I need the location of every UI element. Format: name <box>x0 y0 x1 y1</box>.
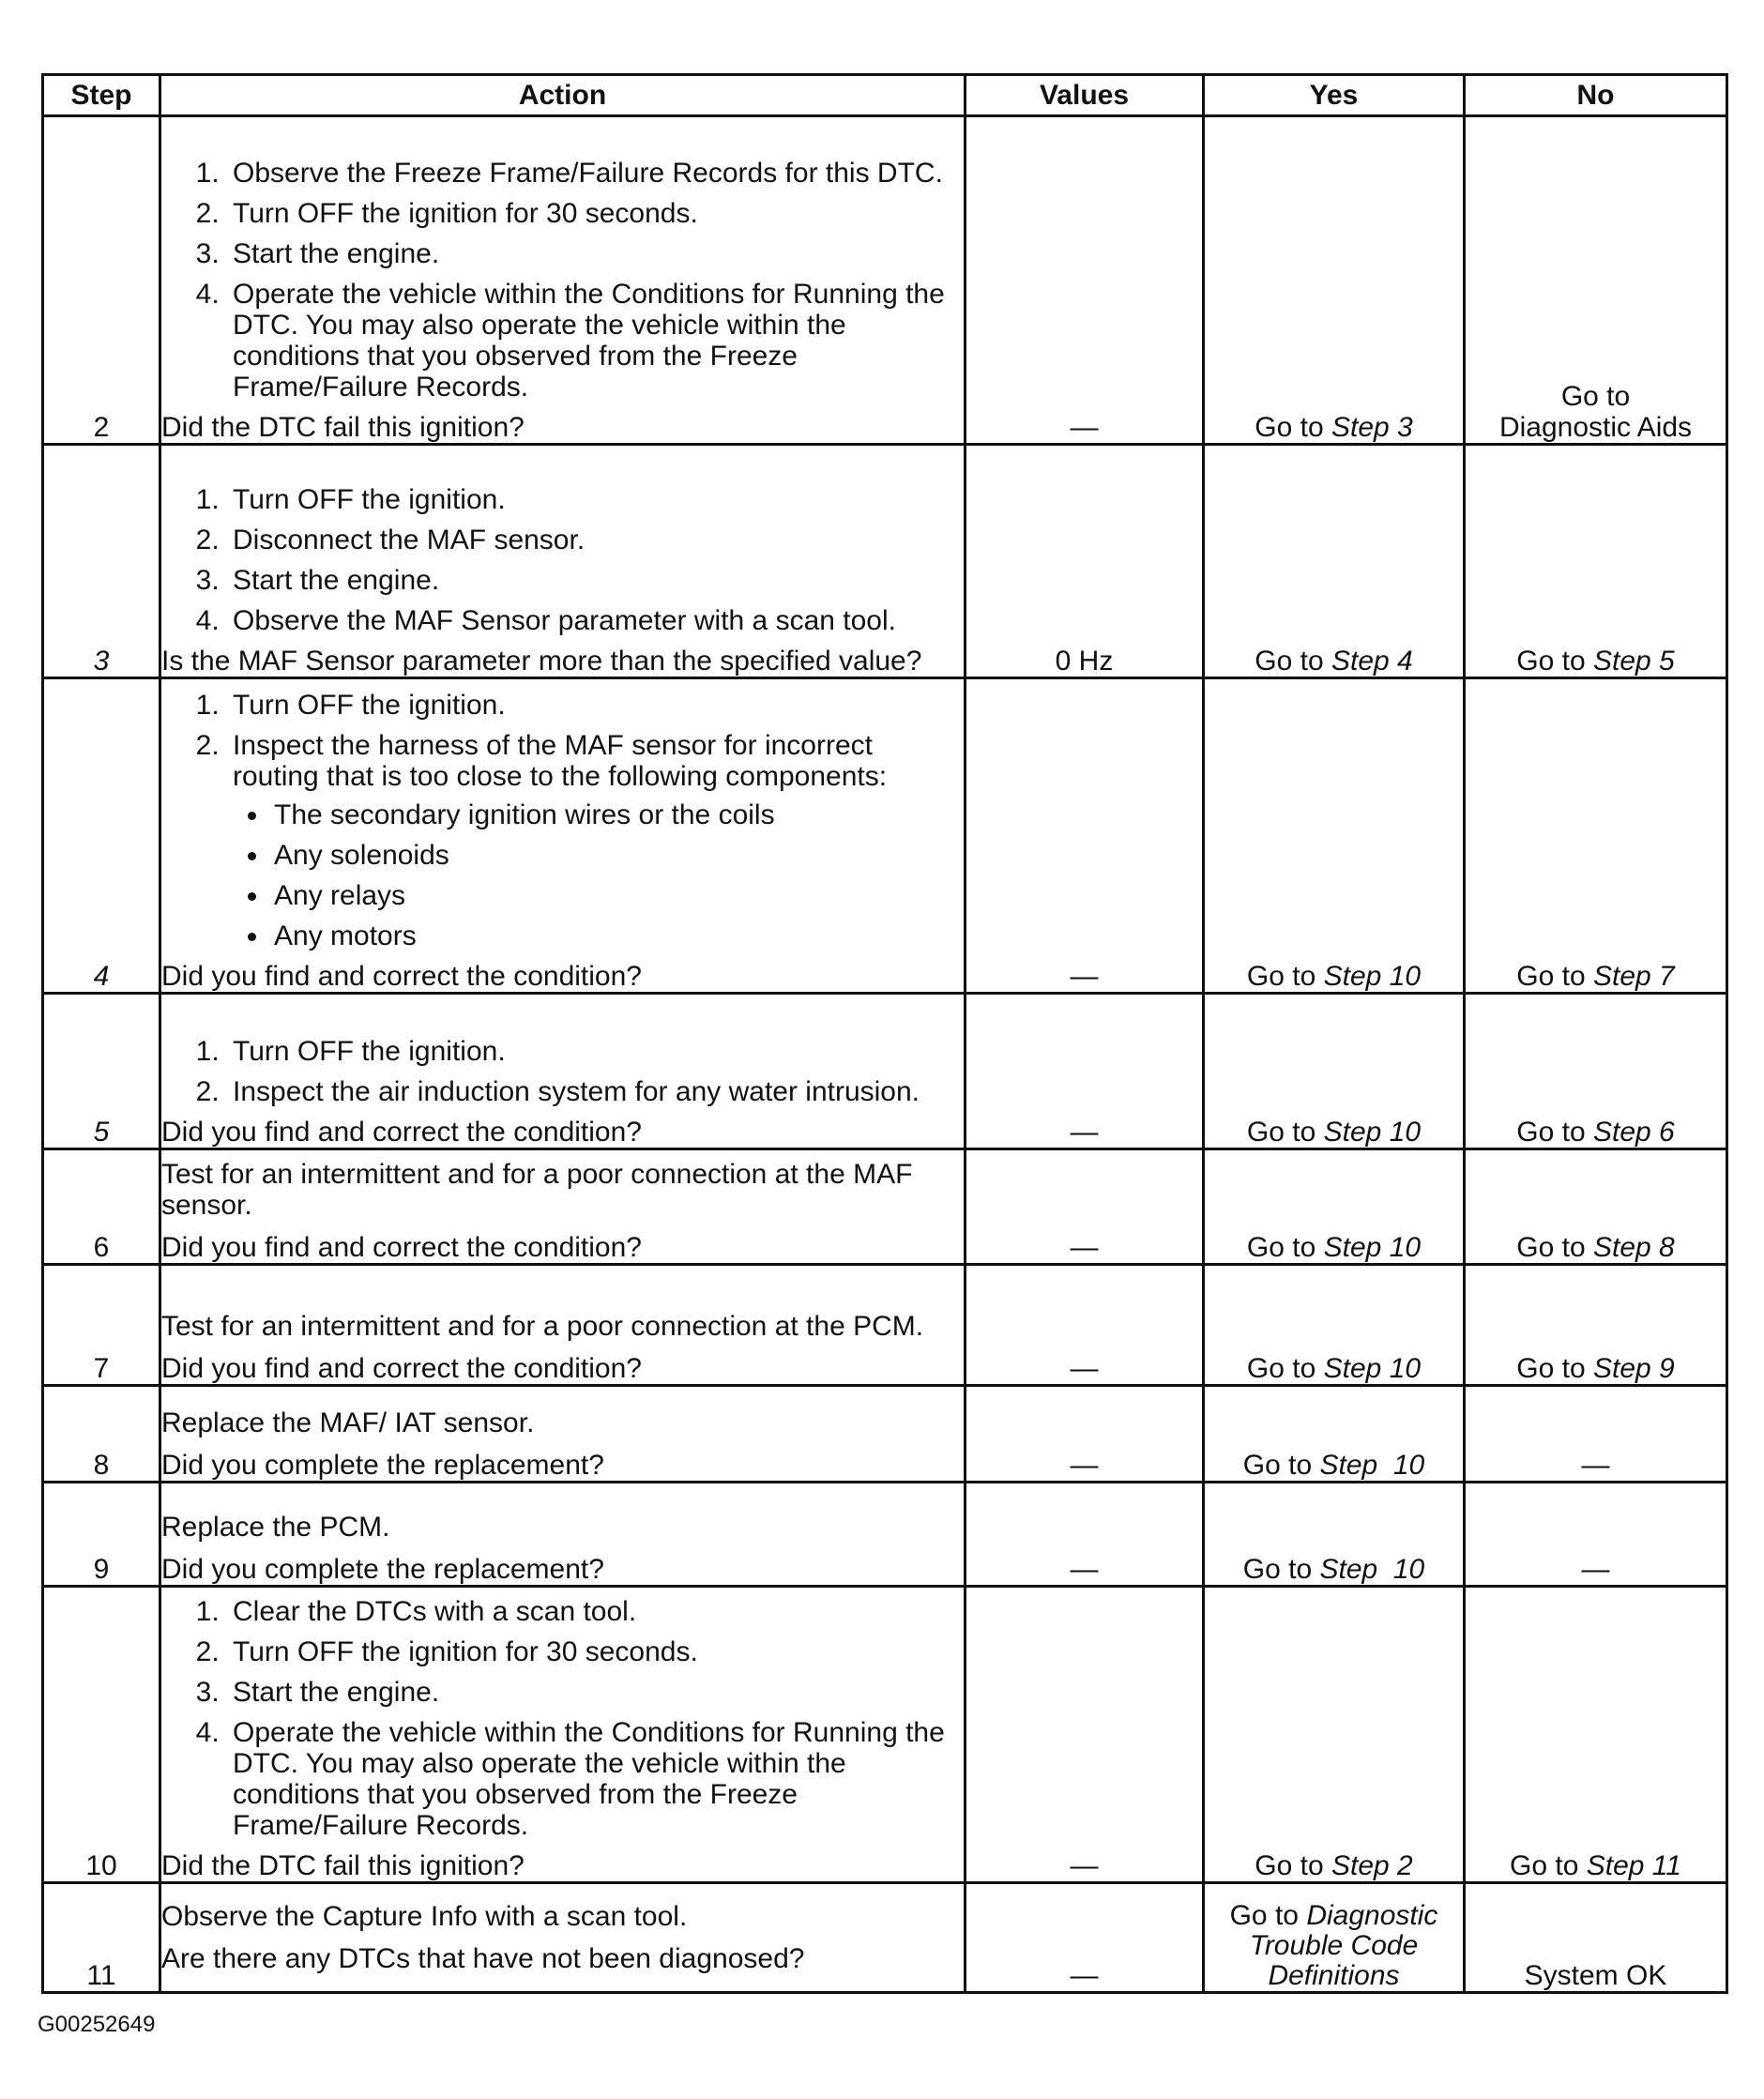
table-row-step-10 <box>43 1587 1727 1883</box>
no-link[interactable]: Step 5 <box>1592 646 1675 677</box>
action-item: 2. Inspect the air induction system for any water intrusion. <box>227 1076 964 1107</box>
no-cell <box>1465 678 1727 994</box>
action-item: 1. Turn OFF the ignition. <box>227 484 964 515</box>
step-number: 3 <box>43 445 160 678</box>
yes-header: Yes <box>1204 75 1465 116</box>
step-number: 4 <box>43 678 160 994</box>
no-link[interactable]: Step 8 <box>1592 1232 1675 1263</box>
table-row-step-3 <box>43 445 1727 678</box>
yes-prefix: Go to <box>1242 1554 1313 1585</box>
component-item: • The secondary ignition wires or the coils <box>270 799 964 830</box>
action-text: Test for an intermittent and for a poor connection at the PCM. <box>161 1311 924 1342</box>
action-item: 2. Turn OFF the ignition for 30 seconds. <box>227 198 964 229</box>
action-item: 3. Start the engine. <box>227 1677 964 1708</box>
action-item-text: Inspect the harness of the MAF sensor for incorrect routing that is too close to the following components: <box>233 730 888 792</box>
no-cell: System OK <box>1465 1883 1727 1993</box>
action-item: 1. Turn OFF the ignition. <box>227 690 964 721</box>
yes-link[interactable]: Step 10 <box>1319 1450 1425 1481</box>
step-number: 10 <box>43 1587 160 1883</box>
yes-link[interactable]: Step 3 <box>1331 412 1413 443</box>
yes-link[interactable]: Step 10 <box>1323 1353 1422 1384</box>
component-item: • Any motors <box>270 920 964 951</box>
yes-cell <box>1204 1149 1465 1265</box>
action-question: Did you find and correct the condition? <box>161 1353 642 1384</box>
table-row-step-2 <box>43 116 1727 445</box>
action-question: Did the DTC fail this ignition? <box>161 1850 525 1881</box>
table-row-step-5 <box>43 994 1727 1149</box>
action-question: Are there any DTCs that have not been diagnosed? <box>161 1943 805 1974</box>
no-link[interactable]: Step 9 <box>1592 1353 1675 1384</box>
no-header: No <box>1465 75 1727 116</box>
value-cell: — <box>966 1386 1204 1483</box>
table-row-step-8 <box>43 1386 1727 1483</box>
no-cell: — <box>1465 1483 1727 1587</box>
yes-link[interactable]: Step 10 <box>1323 1117 1422 1148</box>
action-list <box>161 158 964 403</box>
step-number: 9 <box>43 1483 160 1587</box>
no-cell <box>1465 116 1727 445</box>
diagnostic-table <box>41 73 1728 1994</box>
values-header: Values <box>966 75 1204 116</box>
action-item: 3. Start the engine. <box>227 238 964 269</box>
action-text: Replace the MAF/ IAT sensor. <box>161 1407 535 1438</box>
no-prefix: Go to <box>1510 1850 1579 1881</box>
action-question: Did you find and correct the condition? <box>161 1232 642 1263</box>
action-item: 4. Operate the vehicle within the Conditions for Running the DTC. You may also operate the vehicle within the conditions that you observed from the Freeze Frame/Failure Records. <box>227 1717 964 1841</box>
table-row-step-11 <box>43 1883 1727 1993</box>
yes-link[interactable]: Step 10 <box>1323 961 1422 992</box>
no-cell <box>1465 1149 1727 1265</box>
yes-cell <box>1204 678 1465 994</box>
step-number: 7 <box>43 1265 160 1386</box>
no-prefix: Go to <box>1516 1232 1586 1263</box>
yes-cell <box>1204 116 1465 445</box>
yes-prefix: Go to <box>1255 646 1324 677</box>
step-number: 2 <box>43 116 160 445</box>
action-item: 4. Observe the MAF Sensor parameter with a scan tool. <box>227 605 964 636</box>
action-item: 1. Turn OFF the ignition. <box>227 1036 964 1067</box>
no-cell <box>1465 1265 1727 1386</box>
action-item <box>227 730 964 951</box>
action-question: Did you complete the replacement? <box>161 1450 604 1481</box>
yes-prefix: Go to <box>1242 1450 1313 1481</box>
component-item: • Any relays <box>270 880 964 911</box>
yes-prefix: Go to <box>1246 1232 1316 1263</box>
value-cell: — <box>966 1483 1204 1587</box>
table-row-step-4 <box>43 678 1727 994</box>
yes-link[interactable]: Diagnostic Trouble Code Definitions <box>1249 1900 1438 1991</box>
yes-cell <box>1204 1483 1465 1587</box>
yes-prefix: Go to <box>1246 1117 1316 1148</box>
action-cell <box>160 678 966 994</box>
action-text: Replace the PCM. <box>161 1512 390 1543</box>
action-item: 2. Turn OFF the ignition for 30 seconds. <box>227 1636 964 1667</box>
value-cell: — <box>966 1883 1204 1993</box>
value-cell: — <box>966 1587 1204 1883</box>
action-cell <box>160 994 966 1149</box>
yes-link[interactable]: Step 2 <box>1331 1850 1413 1881</box>
action-list <box>161 690 964 951</box>
yes-link[interactable]: Step 10 <box>1323 1232 1422 1263</box>
value-cell: — <box>966 678 1204 994</box>
no-cell <box>1465 994 1727 1149</box>
action-list <box>161 1036 964 1107</box>
no-prefix: Go to <box>1516 646 1586 677</box>
header-row <box>43 75 1727 116</box>
yes-link[interactable]: Step 4 <box>1331 646 1413 677</box>
action-list <box>161 484 964 636</box>
step-number: 8 <box>43 1386 160 1483</box>
value-cell: — <box>966 116 1204 445</box>
step-number: 11 <box>43 1883 160 1993</box>
action-cell <box>160 1265 966 1386</box>
action-cell <box>160 1149 966 1265</box>
action-item: 3. Start the engine. <box>227 565 964 596</box>
action-question: Did you find and correct the condition? <box>161 961 642 992</box>
no-link[interactable]: Step 7 <box>1592 961 1675 992</box>
action-question: Is the MAF Sensor parameter more than the specified value? <box>161 646 922 677</box>
table-row-step-9 <box>43 1483 1727 1587</box>
action-item: 1. Clear the DTCs with a scan tool. <box>227 1596 964 1627</box>
action-text: Test for an intermittent and for a poor connection at the MAF sensor. <box>161 1159 913 1221</box>
value-cell: — <box>966 994 1204 1149</box>
step-number: 5 <box>43 994 160 1149</box>
no-link[interactable]: Diagnostic Aids <box>1498 412 1693 443</box>
figure-id: G00252649 <box>38 2012 156 2037</box>
action-cell <box>160 445 966 678</box>
yes-prefix: Go to <box>1229 1900 1299 1931</box>
step-header: Step <box>43 75 160 116</box>
yes-link[interactable]: Step 10 <box>1319 1554 1425 1585</box>
action-cell <box>160 116 966 445</box>
action-item: 4. Operate the vehicle within the Conditions for Running the DTC. You may also operate the vehicle within the conditions that you observed from the Freeze Frame/Failure Records. <box>227 279 964 403</box>
no-cell: — <box>1465 1386 1727 1483</box>
action-cell <box>160 1483 966 1587</box>
table-row-step-7 <box>43 1265 1727 1386</box>
yes-prefix: Go to <box>1255 412 1324 443</box>
no-link[interactable]: Step 6 <box>1592 1117 1675 1148</box>
yes-cell <box>1204 1265 1465 1386</box>
step-number: 6 <box>43 1149 160 1265</box>
action-cell <box>160 1386 966 1483</box>
action-text: Observe the Capture Info with a scan tool. <box>161 1901 688 1932</box>
yes-prefix: Go to <box>1255 1850 1324 1881</box>
no-prefix: Go to <box>1516 961 1586 992</box>
yes-cell <box>1204 1386 1465 1483</box>
no-link[interactable]: Step 11 <box>1586 1850 1681 1881</box>
action-question: Did you complete the replacement? <box>161 1554 604 1585</box>
component-item: • Any solenoids <box>270 840 964 871</box>
action-question: Did you find and correct the condition? <box>161 1117 642 1148</box>
action-question: Did the DTC fail this ignition? <box>161 412 525 443</box>
yes-cell <box>1204 994 1465 1149</box>
value-cell: — <box>966 1265 1204 1386</box>
action-cell <box>160 1883 966 1993</box>
no-cell <box>1465 1587 1727 1883</box>
value-cell: — <box>966 1149 1204 1265</box>
yes-cell <box>1204 1587 1465 1883</box>
table-row-step-6 <box>43 1149 1727 1265</box>
action-item: 1. Observe the Freeze Frame/Failure Records for this DTC. <box>227 158 964 189</box>
yes-prefix: Go to <box>1246 961 1316 992</box>
value-cell: 0 Hz <box>966 445 1204 678</box>
component-list <box>233 799 964 951</box>
yes-cell <box>1204 1883 1465 1993</box>
action-list <box>161 1596 964 1841</box>
no-prefix: Go to <box>1516 1353 1586 1384</box>
action-header: Action <box>160 75 966 116</box>
no-cell <box>1465 445 1727 678</box>
no-prefix: Go to <box>1560 381 1631 412</box>
no-prefix: Go to <box>1516 1117 1586 1148</box>
yes-cell <box>1204 445 1465 678</box>
action-cell <box>160 1587 966 1883</box>
action-item: 2. Disconnect the MAF sensor. <box>227 525 964 555</box>
yes-prefix: Go to <box>1246 1353 1316 1384</box>
